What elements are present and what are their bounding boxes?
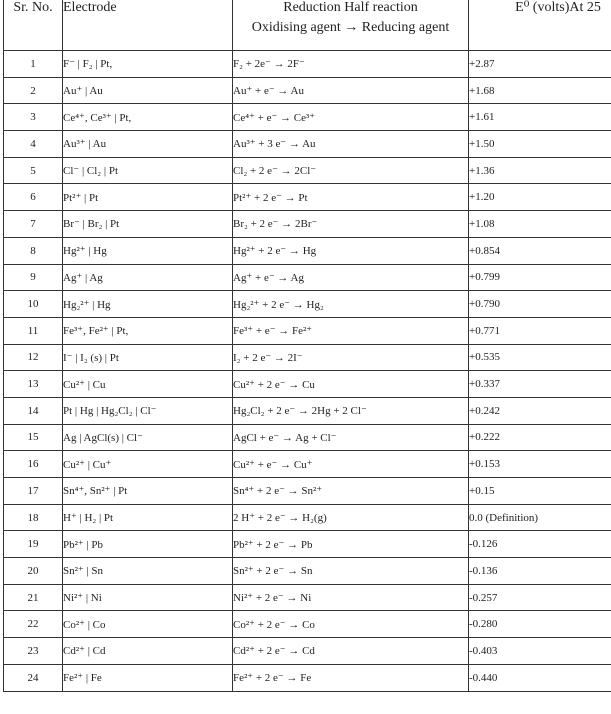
table-row (4, 531, 611, 558)
row-number: 1 (4, 51, 63, 78)
row-number: 19 (4, 531, 63, 558)
potential-cell: +2.87 (469, 51, 611, 78)
row-number: 15 (4, 424, 63, 451)
header-reaction (233, 0, 469, 51)
electrode-cell: Hg²⁺ | Hg (63, 237, 233, 264)
row-number: 23 (4, 638, 63, 665)
electrode-cell: Ni²⁺ | Ni (63, 584, 233, 611)
row-number: 16 (4, 451, 63, 478)
potential-cell: +0.15 (469, 478, 611, 505)
table-row (4, 424, 611, 451)
potential-cell: +0.535 (469, 344, 611, 371)
electrode-cell: Ce⁴⁺, Ce³⁺ | Pt, (63, 104, 233, 131)
row-number: 5 (4, 157, 63, 184)
electrode-cell: H⁺ | H₂ | Pt (63, 504, 233, 531)
electrode-cell: Cd²⁺ | Cd (63, 638, 233, 665)
electrode-cell: Hg₂²⁺ | Hg (63, 291, 233, 318)
table-row (4, 344, 611, 371)
table-row (4, 478, 611, 505)
table-row (4, 611, 611, 638)
potential-cell: +0.799 (469, 264, 611, 291)
header-electrode: Electrode (63, 0, 233, 51)
table-row (4, 237, 611, 264)
electrode-cell: Au⁺ | Au (63, 77, 233, 104)
table-body (4, 51, 611, 692)
reaction-cell: I₂ + 2 e⁻ → 2I⁻ (233, 344, 469, 371)
table-row (4, 184, 611, 211)
row-number: 24 (4, 664, 63, 691)
reaction-cell: Hg₂²⁺ + 2 e⁻ → Hg₂ (233, 291, 469, 318)
table-row (4, 371, 611, 398)
potential-cell: +1.20 (469, 184, 611, 211)
table-row (4, 451, 611, 478)
table-row (4, 558, 611, 585)
potential-cell: +1.36 (469, 157, 611, 184)
row-number: 9 (4, 264, 63, 291)
electrode-cell: Co²⁺ | Co (63, 611, 233, 638)
header-sr-no: Sr. No. (4, 0, 63, 51)
reaction-cell: Au⁺ + e⁻ → Au (233, 77, 469, 104)
header-row (4, 0, 611, 51)
potential-cell: -0.403 (469, 638, 611, 665)
electrode-cell: Ag | AgCl(s) | Cl⁻ (63, 424, 233, 451)
electrode-cell: Sn²⁺ | Sn (63, 558, 233, 585)
reaction-cell: Cd²⁺ + 2 e⁻ → Cd (233, 638, 469, 665)
electrode-cell: Pt²⁺ | Pt (63, 184, 233, 211)
potential-cell: +0.242 (469, 397, 611, 424)
reaction-cell: 2 H⁺ + 2 e⁻ → H₂(g) (233, 504, 469, 531)
table-row (4, 77, 611, 104)
electrode-cell: Cl⁻ | Cl₂ | Pt (63, 157, 233, 184)
row-number: 17 (4, 478, 63, 505)
header-reaction-line2: Oxidising agent → Reducing agent (251, 20, 450, 35)
reaction-cell: Au³⁺ + 3 e⁻ → Au (233, 131, 469, 158)
electrode-cell: I⁻ | I₂ (s) | Pt (63, 344, 233, 371)
reaction-cell: Ni²⁺ + 2 e⁻ → Ni (233, 584, 469, 611)
potential-cell: -0.280 (469, 611, 611, 638)
row-number: 2 (4, 77, 63, 104)
potential-cell: +0.771 (469, 317, 611, 344)
reaction-cell: Sn²⁺ + 2 e⁻ → Sn (233, 558, 469, 585)
row-number: 3 (4, 104, 63, 131)
row-number: 8 (4, 237, 63, 264)
electrode-cell: Ag⁺ | Ag (63, 264, 233, 291)
table-row (4, 51, 611, 78)
row-number: 20 (4, 558, 63, 585)
reaction-cell: Fe²⁺ + 2 e⁻ → Fe (233, 664, 469, 691)
row-number: 22 (4, 611, 63, 638)
reaction-cell: Br₂ + 2 e⁻ → 2Br⁻ (233, 211, 469, 238)
potential-cell: +0.854 (469, 237, 611, 264)
potential-cell: -0.440 (469, 664, 611, 691)
reaction-cell: Ce⁴⁺ + e⁻ → Ce³⁺ (233, 104, 469, 131)
row-number: 7 (4, 211, 63, 238)
table-row (4, 317, 611, 344)
reaction-cell: F₂ + 2e⁻ → 2F⁻ (233, 51, 469, 78)
potential-cell: +1.68 (469, 77, 611, 104)
reaction-cell: Cu²⁺ + 2 e⁻ → Cu (233, 371, 469, 398)
potential-cell: -0.257 (469, 584, 611, 611)
potential-cell: +0.222 (469, 424, 611, 451)
reaction-cell: Fe³⁺ + e⁻ → Fe²⁺ (233, 317, 469, 344)
electrode-cell: Sn⁴⁺, Sn²⁺ | Pt (63, 478, 233, 505)
table-row (4, 157, 611, 184)
table-row (4, 664, 611, 691)
potential-cell: +1.50 (469, 131, 611, 158)
table-row (4, 264, 611, 291)
row-number: 14 (4, 397, 63, 424)
reaction-cell: Hg₂Cl₂ + 2 e⁻ → 2Hg + 2 Cl⁻ (233, 397, 469, 424)
header-e0: E⁰ (volts)At 25 (469, 0, 611, 51)
table-row (4, 104, 611, 131)
reaction-cell: Co²⁺ + 2 e⁻ → Co (233, 611, 469, 638)
potential-cell: -0.126 (469, 531, 611, 558)
row-number: 12 (4, 344, 63, 371)
potential-cell: +1.61 (469, 104, 611, 131)
electrode-cell: Pt | Hg | Hg₂Cl₂ | Cl⁻ (63, 397, 233, 424)
row-number: 13 (4, 371, 63, 398)
reaction-cell: Pb²⁺ + 2 e⁻ → Pb (233, 531, 469, 558)
electrode-cell: Br⁻ | Br₂ | Pt (63, 211, 233, 238)
potential-cell: +0.790 (469, 291, 611, 318)
table-row (4, 211, 611, 238)
reaction-cell: Cu²⁺ + e⁻ → Cu⁺ (233, 451, 469, 478)
reaction-cell: AgCl + e⁻ → Ag + Cl⁻ (233, 424, 469, 451)
row-number: 18 (4, 504, 63, 531)
electrode-cell: Au³⁺ | Au (63, 131, 233, 158)
potential-cell: -0.136 (469, 558, 611, 585)
reaction-cell: Ag⁺ + e⁻ → Ag (233, 264, 469, 291)
row-number: 10 (4, 291, 63, 318)
reaction-cell: Pt²⁺ + 2 e⁻ → Pt (233, 184, 469, 211)
header-reaction-line1: Reduction Half reaction (283, 0, 418, 15)
row-number: 21 (4, 584, 63, 611)
potential-cell: +1.08 (469, 211, 611, 238)
reaction-cell: Hg²⁺ + 2 e⁻ → Hg (233, 237, 469, 264)
row-number: 11 (4, 317, 63, 344)
table-row (4, 291, 611, 318)
electrode-cell: F⁻ | F₂ | Pt, (63, 51, 233, 78)
table-row (4, 638, 611, 665)
electrode-potential-table (3, 0, 611, 692)
electrode-cell: Cu²⁺ | Cu (63, 371, 233, 398)
row-number: 4 (4, 131, 63, 158)
reaction-cell: Cl₂ + 2 e⁻ → 2Cl⁻ (233, 157, 469, 184)
potential-cell: 0.0 (Definition) (469, 504, 611, 531)
electrode-cell: Fe²⁺ | Fe (63, 664, 233, 691)
table-row (4, 397, 611, 424)
reaction-cell: Sn⁴⁺ + 2 e⁻ → Sn²⁺ (233, 478, 469, 505)
potential-cell: +0.337 (469, 371, 611, 398)
table-row (4, 504, 611, 531)
table-row (4, 131, 611, 158)
electrode-cell: Fe³⁺, Fe²⁺ | Pt, (63, 317, 233, 344)
potential-cell: +0.153 (469, 451, 611, 478)
row-number: 6 (4, 184, 63, 211)
electrode-cell: Pb²⁺ | Pb (63, 531, 233, 558)
table-row (4, 584, 611, 611)
electrode-cell: Cu²⁺ | Cu⁺ (63, 451, 233, 478)
